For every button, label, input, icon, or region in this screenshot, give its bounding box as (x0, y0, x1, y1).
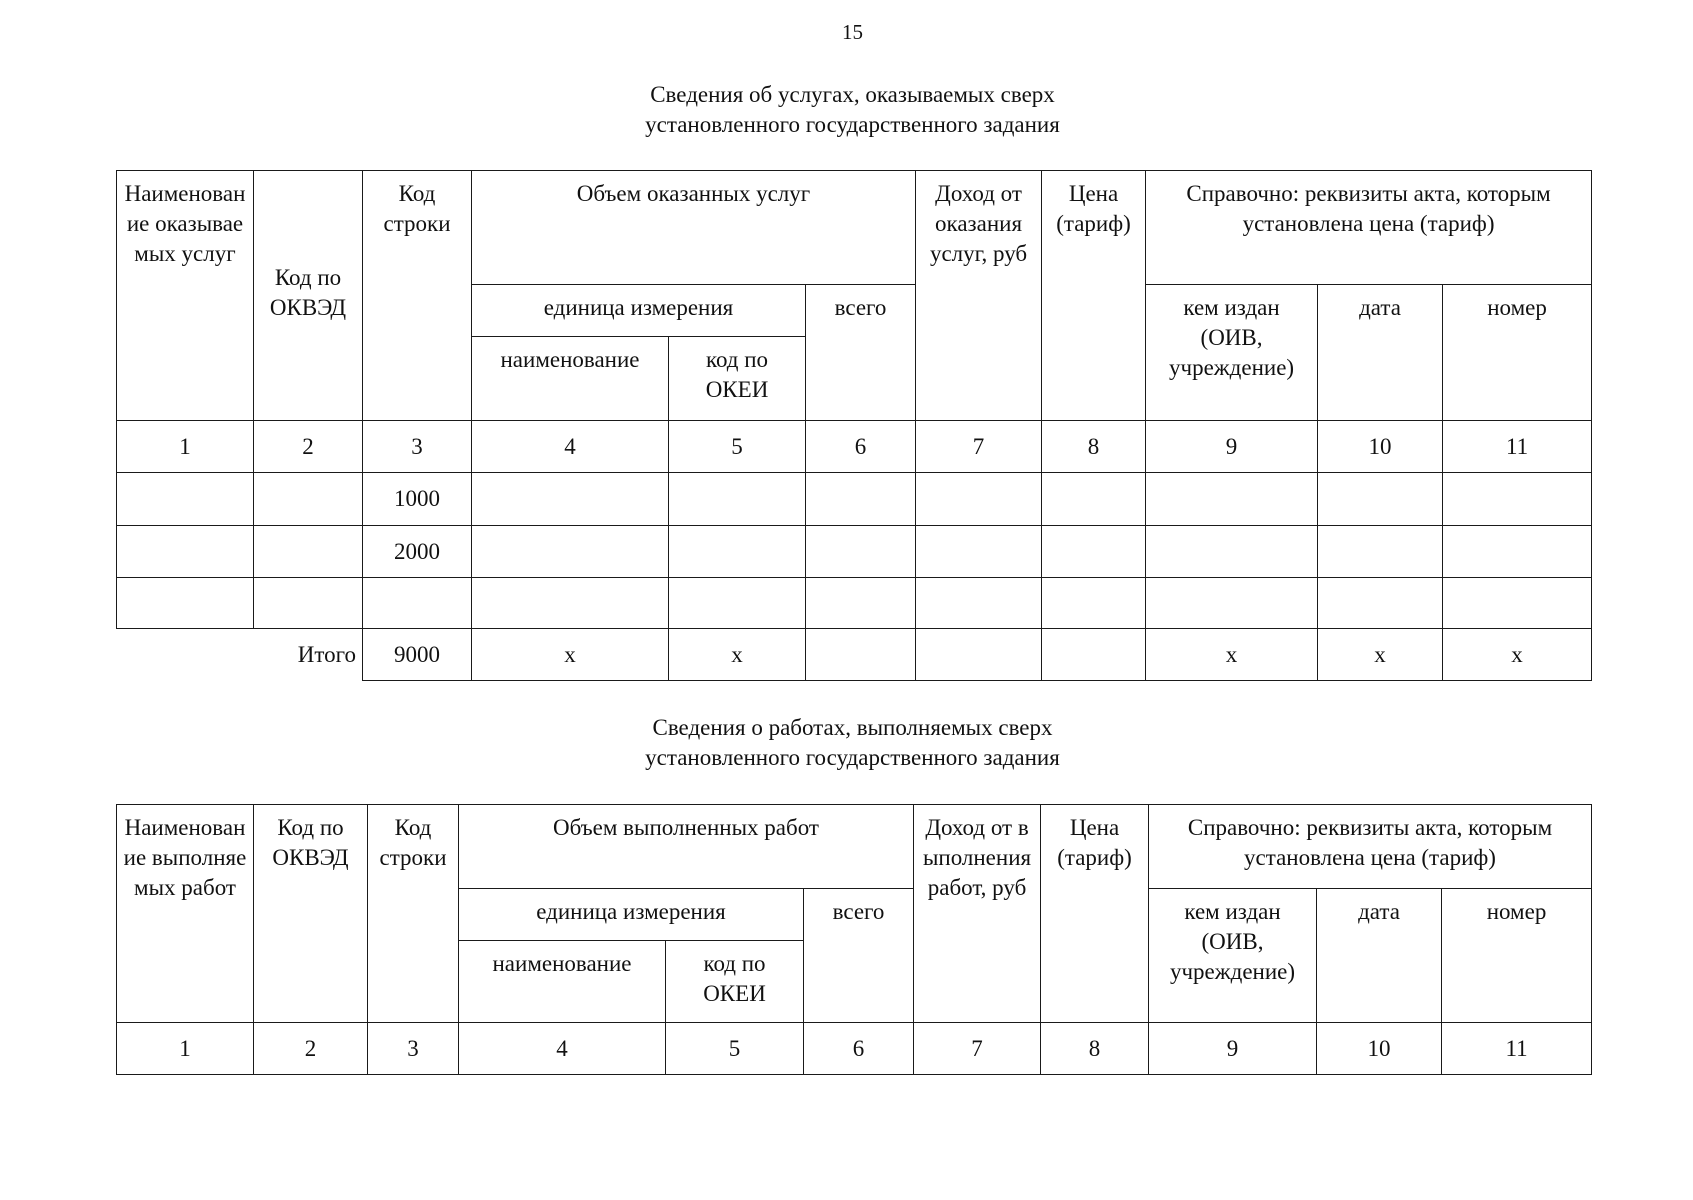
column-number: 6 (806, 421, 916, 473)
table-cell (916, 526, 1042, 578)
column-number: 3 (363, 421, 472, 473)
column-number: 3 (368, 1023, 459, 1075)
total-cell (916, 629, 1042, 681)
table-cell (1318, 578, 1443, 629)
column-number: 9 (1149, 1023, 1317, 1075)
column-number: 7 (914, 1023, 1041, 1075)
column-number: 4 (459, 1023, 666, 1075)
total-cell: x (1443, 629, 1592, 681)
header-unit: единица измерения (472, 285, 806, 337)
header-income: Доход от выполнения работ, руб (914, 805, 1041, 1023)
section-title-line: Сведения о работах, выполняемых сверх (652, 715, 1053, 740)
header-okved: Код по ОКВЭД (254, 171, 363, 421)
column-number: 9 (1146, 421, 1318, 473)
row-code-cell: 2000 (363, 526, 472, 578)
header-unit-name: наименование (459, 941, 666, 1023)
total-cell (1042, 629, 1146, 681)
total-cell (806, 629, 916, 681)
header-unit: единица измерения (459, 889, 804, 941)
header-total: всего (806, 285, 916, 421)
header-issuer: кем издан (ОИВ, учреждение) (1146, 285, 1318, 421)
table-cell (1042, 526, 1146, 578)
total-label: Итого (297, 641, 356, 667)
header-price: Цена (тариф) (1041, 805, 1149, 1023)
header-row-code: Код строки (363, 171, 472, 421)
table-row (117, 578, 1592, 629)
column-numbers-row (117, 421, 1592, 473)
table-cell (916, 578, 1042, 629)
header-okved: Код по ОКВЭД (254, 805, 368, 1023)
total-row (117, 629, 1592, 681)
table-cell (1443, 473, 1592, 526)
header-unit-name: наименование (472, 337, 669, 421)
total-row-code: 9000 (363, 629, 472, 681)
section-title-line: установленного государственного задания (645, 745, 1060, 770)
column-number: 5 (666, 1023, 804, 1075)
table-cell (1318, 526, 1443, 578)
total-cell: x (1318, 629, 1443, 681)
header-okei: код по ОКЕИ (669, 337, 806, 421)
header-income: Доход от оказания услуг, руб (916, 171, 1042, 421)
header-number: номер (1442, 889, 1592, 1023)
header-volume: Объем оказанных услуг (472, 171, 916, 285)
column-number: 6 (804, 1023, 914, 1075)
header-service-name: Наименование оказываемых услуг (117, 171, 254, 421)
header-price: Цена (тариф) (1042, 171, 1146, 421)
table-cell (806, 526, 916, 578)
column-number: 11 (1443, 421, 1592, 473)
header-volume: Объем выполненных работ (459, 805, 914, 889)
section-title-line: установленного государственного задания (645, 112, 1060, 137)
page-number: 15 (842, 20, 863, 44)
column-number: 4 (472, 421, 669, 473)
services-table (116, 170, 1592, 681)
header-date: дата (1318, 285, 1443, 421)
column-number: 10 (1317, 1023, 1442, 1075)
total-cell: x (472, 629, 669, 681)
column-number: 2 (254, 1023, 368, 1075)
total-cell: x (669, 629, 806, 681)
table-cell (806, 473, 916, 526)
total-cell: x (1146, 629, 1318, 681)
table-cell (472, 526, 669, 578)
table-cell (117, 473, 254, 526)
table-cell (916, 473, 1042, 526)
section-title-line: Сведения об услугах, оказываемых сверх (650, 82, 1055, 107)
row-code-cell (363, 578, 472, 629)
header-okei: код по ОКЕИ (666, 941, 804, 1023)
table-cell (806, 578, 916, 629)
table-row (117, 473, 1592, 526)
column-number: 11 (1442, 1023, 1592, 1075)
table-cell (669, 473, 806, 526)
header-total: всего (804, 889, 914, 1023)
header-reference: Справочно: реквизиты акта, которым установлена цена (тариф) (1146, 171, 1592, 285)
column-number: 5 (669, 421, 806, 473)
table-cell (1443, 526, 1592, 578)
table-cell (669, 526, 806, 578)
column-number: 2 (254, 421, 363, 473)
header-issuer: кем издан (ОИВ, учреждение) (1149, 889, 1317, 1023)
table-cell (1042, 578, 1146, 629)
table-cell (254, 473, 363, 526)
header-work-name: Наименование выполняемых работ (117, 805, 254, 1023)
table-row (117, 526, 1592, 578)
table-cell (472, 473, 669, 526)
table-cell (472, 578, 669, 629)
column-number: 8 (1042, 421, 1146, 473)
table-cell (117, 578, 254, 629)
column-number: 10 (1318, 421, 1443, 473)
column-number: 1 (117, 421, 254, 473)
column-number: 1 (117, 1023, 254, 1075)
table-cell (669, 578, 806, 629)
table-cell (1146, 473, 1318, 526)
table-cell (1146, 526, 1318, 578)
table-cell (117, 526, 254, 578)
table-cell (254, 526, 363, 578)
header-number: номер (1443, 285, 1592, 421)
column-number: 8 (1041, 1023, 1149, 1075)
table-cell (1042, 473, 1146, 526)
section-title-services (0, 80, 1693, 140)
table-cell (254, 578, 363, 629)
column-numbers-row (117, 1023, 1592, 1075)
column-number: 7 (916, 421, 1042, 473)
header-date: дата (1317, 889, 1442, 1023)
header-row-code: Код строки (368, 805, 459, 1023)
section-title-works (0, 713, 1693, 773)
table-cell (1318, 473, 1443, 526)
table-cell (1443, 578, 1592, 629)
row-code-cell: 1000 (363, 473, 472, 526)
table-cell (1146, 578, 1318, 629)
works-table (116, 804, 1592, 1075)
header-reference: Справочно: реквизиты акта, которым установлена цена (тариф) (1149, 805, 1592, 889)
